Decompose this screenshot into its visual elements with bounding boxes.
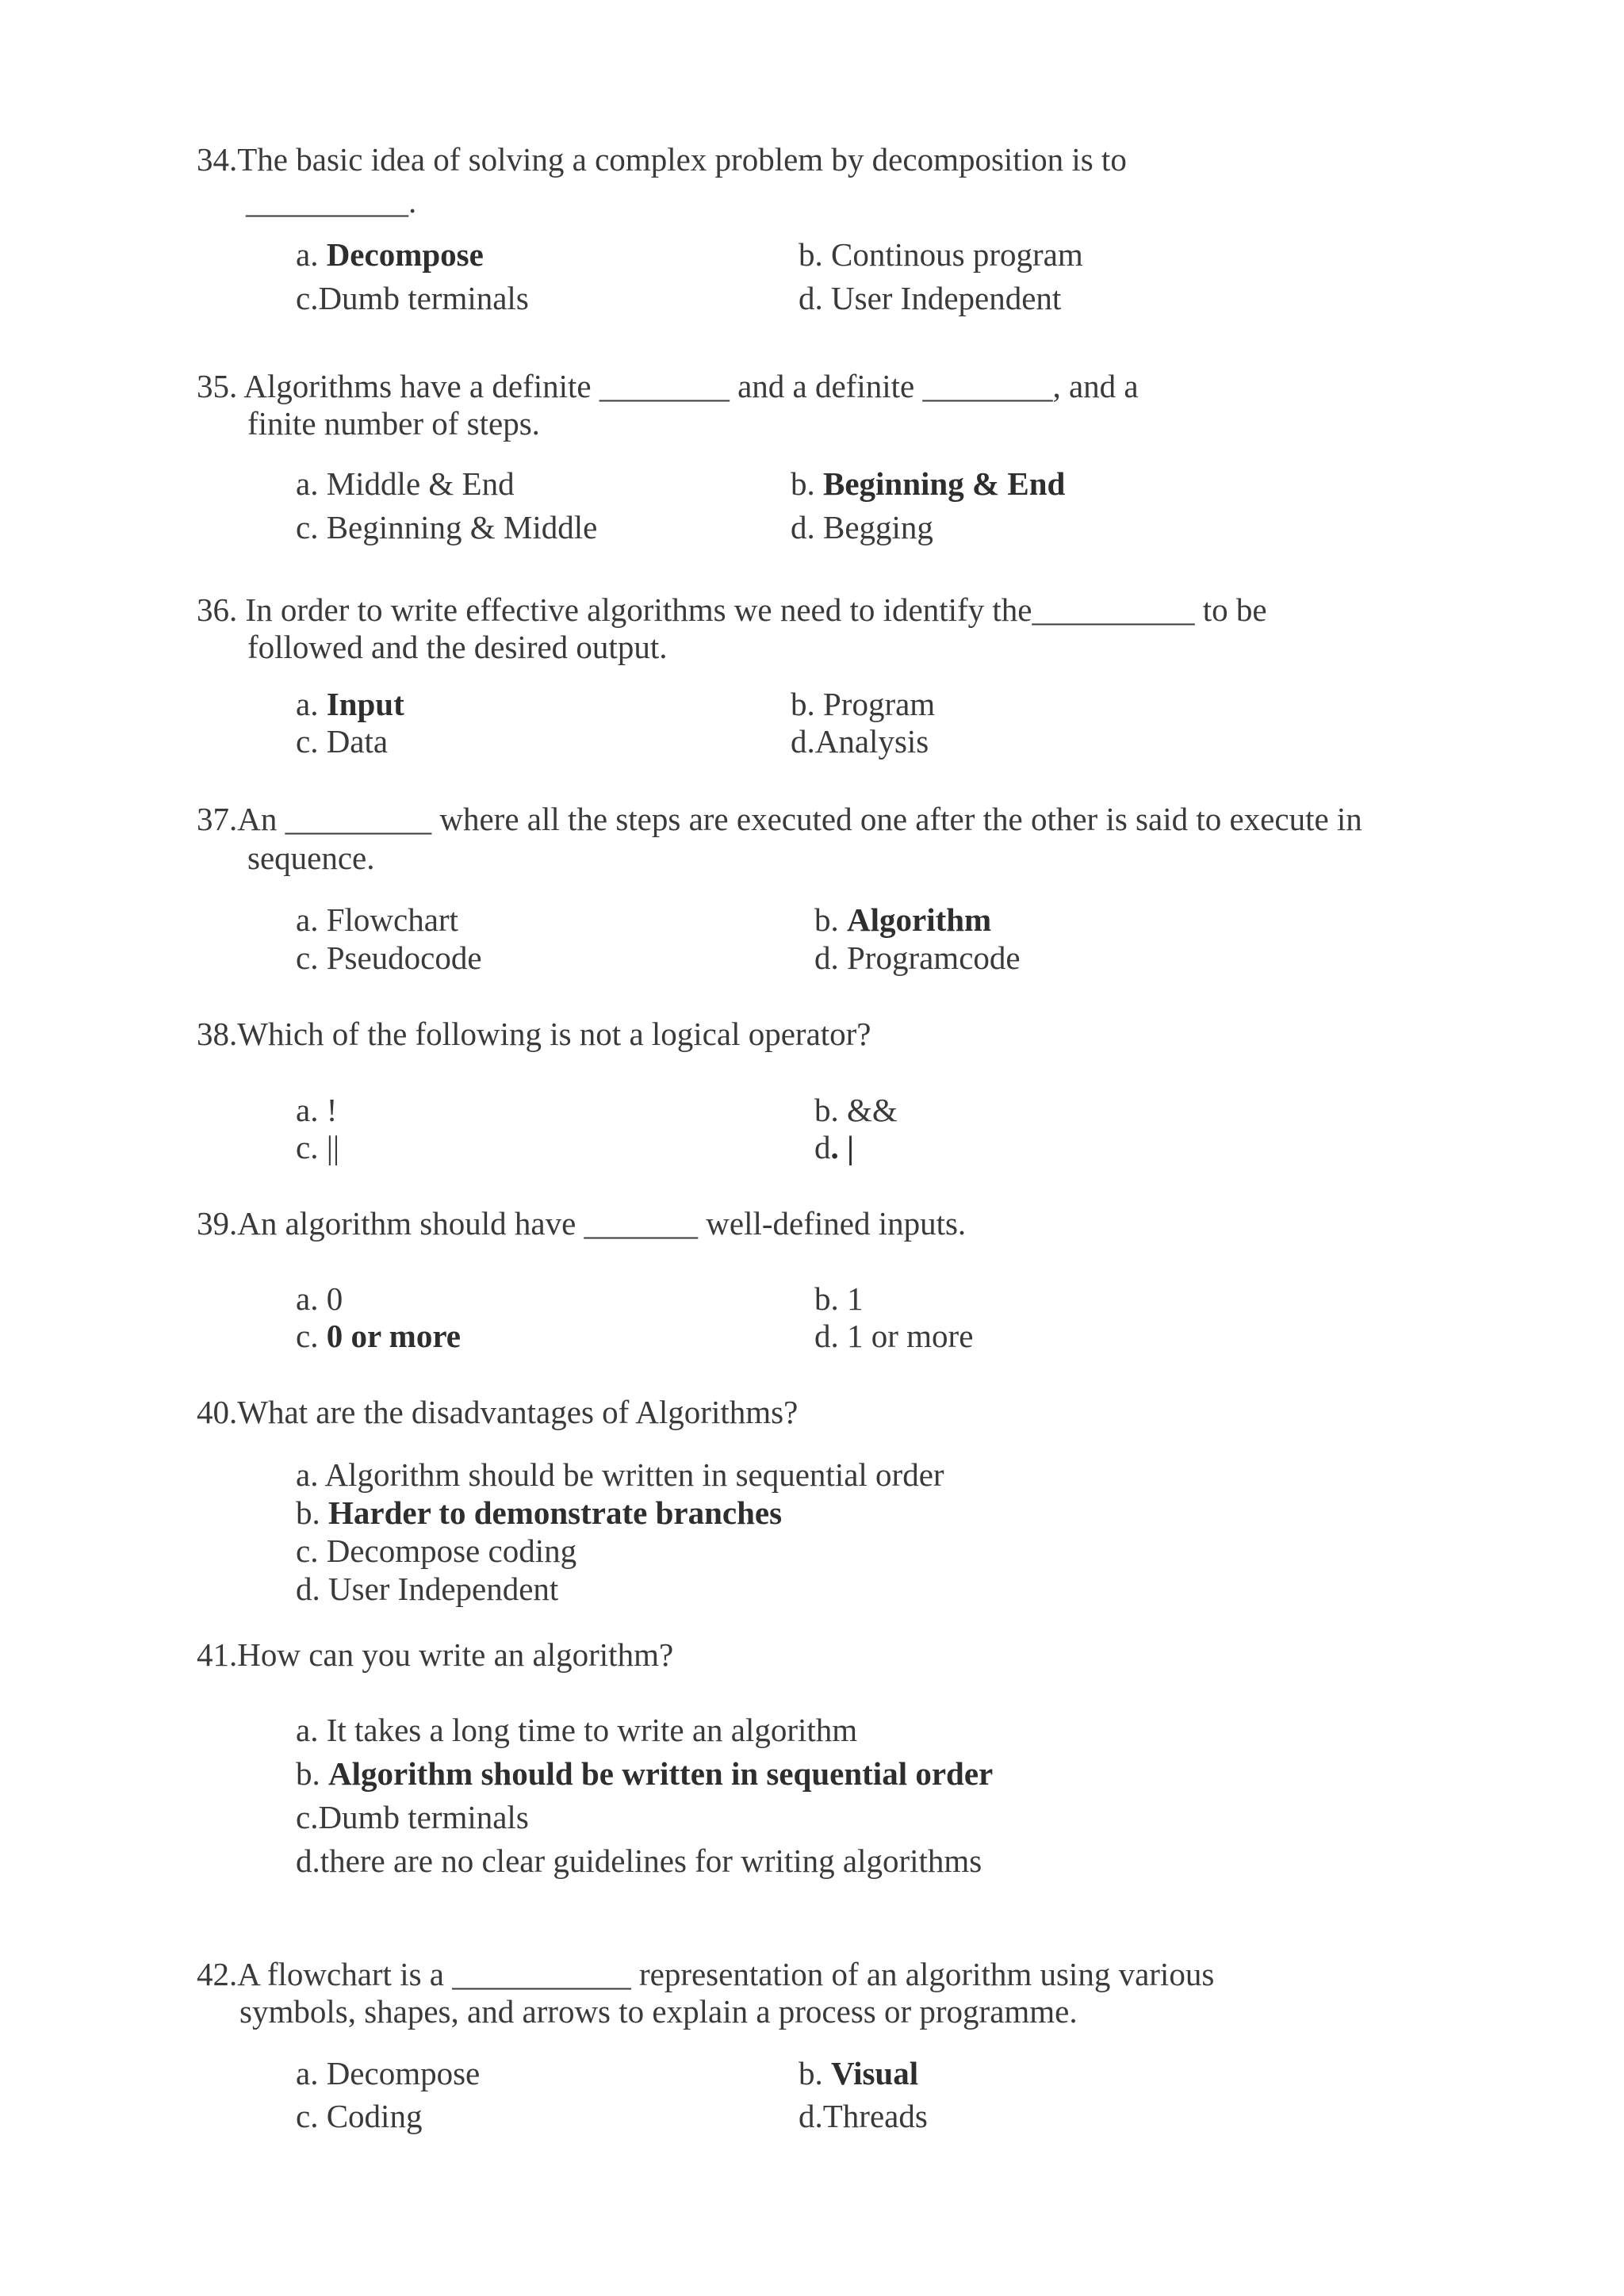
option-d: d. Programcode	[814, 939, 1021, 976]
question-text: symbols, shapes, and arrows to explain a process or programme.	[239, 1993, 1078, 2030]
option-c: c. Data	[296, 723, 389, 760]
option-c: c.Dumb terminals	[296, 1799, 529, 1835]
option-c: c. Decompose coding	[296, 1533, 577, 1569]
question-text: 36. In order to write effective algorithms we need to identify the__________ to be	[197, 591, 1267, 628]
question-text: 37.An _________ where all the steps are executed one after the other is said to execute in	[197, 801, 1362, 837]
option-a: a. It takes a long time to write an algorithm	[296, 1712, 858, 1748]
option-b: b. Continous program	[799, 236, 1083, 273]
option-a: a. Input	[296, 686, 404, 722]
option-b: b. Algorithm	[814, 901, 992, 938]
option-b: b. Visual	[799, 2055, 919, 2091]
option-b: b. Beginning & End	[791, 465, 1066, 502]
question-text: 35. Algorithms have a definite ________ and a definite ________, and a	[197, 368, 1139, 404]
question-text: sequence.	[247, 840, 375, 876]
question-text: 41.How can you write an algorithm?	[197, 1636, 674, 1673]
option-a: a. Middle & End	[296, 465, 515, 502]
option-d: d.Threads	[799, 2098, 928, 2134]
option-c: c. Coding	[296, 2098, 423, 2134]
question-text: __________.	[246, 183, 417, 220]
option-c: c. ||	[296, 1129, 340, 1165]
question-text: finite number of steps.	[247, 405, 540, 442]
option-b: b. Algorithm should be written in sequential order	[296, 1755, 994, 1792]
question-text: 34.The basic idea of solving a complex problem by decomposition is to	[197, 141, 1127, 178]
option-b: b. Harder to demonstrate branches	[296, 1494, 783, 1531]
option-a: a. Decompose	[296, 2055, 481, 2091]
option-d: d. 1 or more	[814, 1318, 974, 1354]
question-text: 42.A flowchart is a ___________ representation of an algorithm using various	[197, 1956, 1215, 1992]
option-c: c. 0 or more	[296, 1318, 461, 1354]
option-b: b. &&	[814, 1092, 898, 1128]
option-a: a. 0	[296, 1280, 343, 1317]
option-a: a. Algorithm should be written in sequential order	[296, 1456, 944, 1493]
option-d: d.there are no clear guidelines for writing algorithms	[296, 1843, 982, 1879]
option-a: a. Flowchart	[296, 901, 458, 938]
option-b: b. 1	[814, 1280, 864, 1317]
question-text: followed and the desired output.	[247, 629, 668, 665]
option-d: d. User Independent	[799, 280, 1062, 316]
option-b: b. Program	[791, 686, 936, 722]
option-c: c.Dumb terminals	[296, 280, 529, 316]
option-d: d. User Independent	[296, 1571, 559, 1607]
question-text: 40.What are the disadvantages of Algorithms?	[197, 1394, 799, 1430]
option-c: c. Pseudocode	[296, 939, 482, 976]
option-a: a. !	[296, 1092, 338, 1128]
option-d: d.Analysis	[791, 723, 929, 760]
option-c: c. Beginning & Middle	[296, 509, 598, 545]
question-text: 39.An algorithm should have _______ well-defined inputs.	[197, 1205, 967, 1242]
question-text: 38.Which of the following is not a logical operator?	[197, 1016, 871, 1052]
option-a: a. Decompose	[296, 236, 484, 273]
option-d: d. Begging	[791, 509, 933, 545]
option-d: d. |	[814, 1129, 855, 1165]
